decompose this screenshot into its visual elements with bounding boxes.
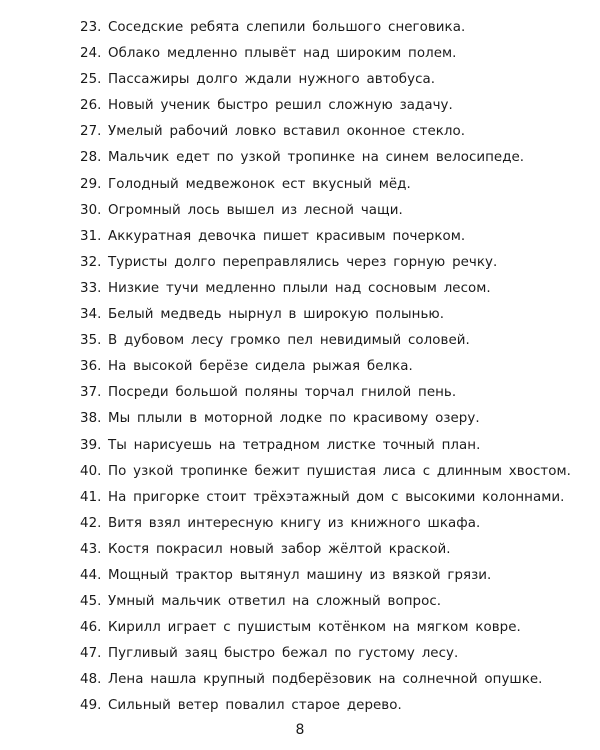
sentence-text: Голодный медвежонок ест вкусный мёд. bbox=[108, 176, 411, 192]
sentence-number: 41. bbox=[80, 489, 102, 505]
sentence-item bbox=[80, 15, 580, 41]
sentence-number: 47. bbox=[80, 646, 102, 662]
sentence-item bbox=[80, 328, 580, 354]
sentence-number: 40. bbox=[80, 463, 102, 479]
sentence-item bbox=[80, 354, 580, 380]
sentence-number: 49. bbox=[80, 698, 102, 714]
sentence-number: 43. bbox=[80, 541, 102, 557]
sentence-number: 26. bbox=[80, 98, 102, 114]
sentence-item bbox=[80, 563, 580, 589]
sentence-number: 38. bbox=[80, 411, 102, 427]
page-number: 8 bbox=[295, 722, 305, 738]
sentence-text: Кирилл играет с пушистым котёнком на мягком ковре. bbox=[108, 620, 521, 636]
sentence-text: Посреди большой поляны торчал гнилой пень. bbox=[108, 385, 457, 401]
sentence-text: Костя покрасил новый забор жёлтой краской. bbox=[108, 541, 451, 557]
sentence-number: 37. bbox=[80, 385, 102, 401]
sentence-text: Витя взял интересную книгу из книжного шкафа. bbox=[108, 515, 481, 531]
sentence-item bbox=[80, 459, 580, 485]
sentence-item bbox=[80, 119, 580, 145]
sentence-item bbox=[80, 615, 580, 641]
sentence-number: 46. bbox=[80, 620, 102, 636]
sentence-number: 24. bbox=[80, 46, 102, 62]
sentence-item bbox=[80, 693, 580, 719]
sentence-text: Низкие тучи медленно плыли над сосновым лесом. bbox=[108, 280, 491, 296]
sentence-text: Умный мальчик ответил на сложный вопрос. bbox=[108, 594, 442, 610]
sentence-item bbox=[80, 485, 580, 511]
sentence-number: 39. bbox=[80, 437, 102, 453]
sentence-text: Новый ученик быстро решил сложную задачу. bbox=[108, 98, 453, 114]
sentence-text: Умелый рабочий ловко вставил оконное стекло. bbox=[108, 124, 466, 140]
sentence-item bbox=[80, 67, 580, 93]
sentence-text: В дубовом лесу громко пел невидимый соловей. bbox=[108, 333, 470, 349]
sentence-item bbox=[80, 433, 580, 459]
sentence-item bbox=[80, 172, 580, 198]
sentence-text: Лена нашла крупный подберёзовик на солнечной опушке. bbox=[108, 672, 543, 688]
sentence-number: 34. bbox=[80, 307, 102, 323]
sentence-text: Облако медленно плывёт над широким полем. bbox=[108, 46, 457, 62]
sentence-number: 23. bbox=[80, 20, 102, 35]
sentence-text: Сильный ветер повалил старое дерево. bbox=[108, 698, 402, 714]
sentence-number: 30. bbox=[80, 202, 102, 218]
sentence-text: На высокой берёзе сидела рыжая белка. bbox=[108, 359, 413, 375]
sentence-item bbox=[80, 589, 580, 615]
sentence-number: 48. bbox=[80, 672, 102, 688]
sentence-number: 35. bbox=[80, 333, 102, 349]
sentence-item bbox=[80, 667, 580, 693]
sentence-item bbox=[80, 537, 580, 563]
sentence-number: 28. bbox=[80, 150, 102, 166]
sentence-number: 29. bbox=[80, 176, 102, 192]
sentence-text: Пугливый заяц быстро бежал по густому лесу. bbox=[108, 646, 459, 662]
sentence-text: Мальчик едет по узкой тропинке на синем велосипеде. bbox=[108, 150, 525, 166]
sentence-item bbox=[80, 145, 580, 171]
sentence-item bbox=[80, 93, 580, 119]
sentence-text: Мы плыли в моторной лодке по красивому озеру. bbox=[108, 411, 480, 427]
sentence-list bbox=[80, 15, 580, 720]
sentence-text: Аккуратная девочка пишет красивым почерком. bbox=[108, 228, 466, 244]
sentence-number: 44. bbox=[80, 567, 102, 583]
sentence-item bbox=[80, 224, 580, 250]
sentence-text: Пассажиры долго ждали нужного автобуса. bbox=[108, 72, 436, 88]
sentence-number: 42. bbox=[80, 515, 102, 531]
sentence-text: На пригорке стоит трёхэтажный дом с высокими колоннами. bbox=[108, 489, 565, 505]
sentence-text: Белый медведь нырнул в широкую полынью. bbox=[108, 307, 445, 323]
sentence-item bbox=[80, 380, 580, 406]
sentence-item bbox=[80, 276, 580, 302]
sentence-item bbox=[80, 406, 580, 432]
sentence-item bbox=[80, 302, 580, 328]
sentence-text: Огромный лось вышел из лесной чащи. bbox=[108, 202, 403, 218]
sentence-text: Соседские ребята слепили большого снеговика. bbox=[108, 20, 466, 35]
sentence-text: Ты нарисуешь на тетрадном листке точный план. bbox=[108, 437, 481, 453]
sentence-text: По узкой тропинке бежит пушистая лиса с длинным хвостом. bbox=[108, 463, 571, 479]
sentence-number: 32. bbox=[80, 254, 102, 270]
sentence-text: Туристы долго переправлялись через горную речку. bbox=[108, 254, 498, 270]
sentence-number: 33. bbox=[80, 280, 102, 296]
sentence-text: Мощный трактор вытянул машину из вязкой грязи. bbox=[108, 567, 492, 583]
sentence-number: 27. bbox=[80, 124, 102, 140]
sentence-number: 45. bbox=[80, 594, 102, 610]
sentence-item bbox=[80, 641, 580, 667]
sentence-item bbox=[80, 250, 580, 276]
sentence-item bbox=[80, 41, 580, 67]
sentence-number: 36. bbox=[80, 359, 102, 375]
sentence-item bbox=[80, 511, 580, 537]
sentence-number: 31. bbox=[80, 228, 102, 244]
sentence-item bbox=[80, 198, 580, 224]
sentence-number: 25. bbox=[80, 72, 102, 88]
